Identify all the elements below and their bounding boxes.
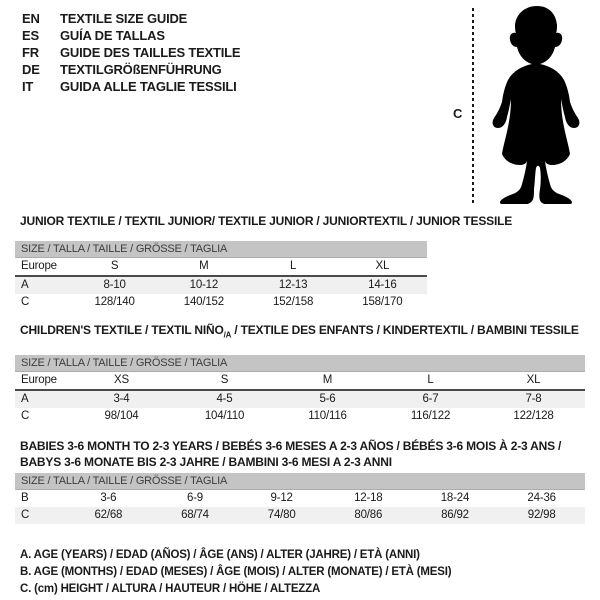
table-row-height [15, 294, 427, 311]
title-text: / TEXTILE DES ENFANTS / KINDERTEXTIL / BAMBINI TESSILE [231, 323, 579, 337]
table-row-age [15, 276, 427, 294]
row-label: A [15, 390, 70, 408]
legend [20, 547, 585, 598]
value-cell: 3-6 [100, 492, 117, 505]
value-cell: 62/68 [65, 507, 152, 524]
junior-size-table [15, 241, 427, 311]
row-label: C [21, 296, 30, 308]
size-tables-section [15, 214, 585, 598]
table-row-height [15, 507, 585, 524]
value-cell: 152/158 [273, 296, 314, 308]
babies-title-line2: BABYS 3-6 MONATE BIS 2-3 JAHRE / BAMBINI 3-6 MESI A 2-3 ANNI [20, 455, 392, 470]
size-cell: S [173, 372, 276, 391]
lang-label: TEXTILGRÖßENFÜHRUNG [60, 62, 222, 77]
value-cell: 8-10 [70, 276, 159, 294]
lang-code: EN [22, 11, 40, 26]
height-measure-dashed-line [472, 8, 474, 206]
legend-line-b: B. AGE (MONTHS) / EDAD (MESES) / ÂGE (MOIS) / ALTER (MONATE) / ETÀ (MESI) [20, 566, 452, 579]
size-header-row [15, 241, 427, 258]
table-row-age [15, 390, 585, 408]
value-cell: 6-7 [379, 390, 482, 408]
value-cell: 122/128 [513, 410, 554, 423]
value-cell: 92/98 [498, 507, 585, 524]
row-label: A [15, 276, 70, 294]
value-cell: 18-24 [440, 492, 470, 505]
value-cell: 104/110 [204, 410, 245, 423]
lang-line-de [22, 61, 240, 78]
region-row [15, 258, 427, 277]
value-cell: 74/80 [238, 507, 325, 524]
size-cell: XL [338, 258, 427, 277]
size-cell: M [159, 258, 248, 277]
value-cell: 128/140 [94, 296, 135, 308]
baby-silhouette-icon [479, 4, 595, 204]
babies-size-table [15, 473, 585, 524]
row-label: Europe [15, 258, 70, 277]
lang-label: GUÍA DE TALLAS [60, 28, 165, 43]
row-label: C [21, 410, 30, 423]
height-measure-label: C [453, 106, 463, 121]
lang-label: TEXTILE SIZE GUIDE [60, 11, 188, 26]
value-cell: 68/74 [152, 507, 239, 524]
value-cell: 98/104 [104, 410, 139, 423]
lang-line-en [22, 10, 240, 27]
children-size-table [15, 355, 585, 425]
value-cell: 10-12 [159, 276, 248, 294]
value-cell: 116/122 [410, 410, 451, 423]
value-cell: 86/92 [412, 507, 499, 524]
value-cell: 12-18 [354, 492, 383, 505]
table-row-height [15, 408, 585, 425]
size-header-row [15, 473, 585, 490]
size-header-label: SIZE / TALLA / TAILLE / GRÖSSE / TAGLIA [15, 241, 427, 258]
babies-title-line1: BABIES 3-6 MONTH TO 2-3 YEARS / BEBÉS 3-6 MESES A 2-3 AÑOS / BÉBÉS 3-6 MOIS À 2-3 ANS / [20, 439, 562, 454]
legend-line-c: C. (cm) HEIGHT / ALTURA / HAUTEUR / HÖHE / ALTEZZA [20, 583, 321, 596]
lang-line-es [22, 27, 240, 44]
lang-code: ES [22, 28, 39, 43]
size-cell: XL [482, 372, 585, 391]
lang-label: GUIDA ALLE TAGLIE TESSILI [60, 79, 237, 94]
babies-table-title [20, 438, 585, 470]
title-text: CHILDREN'S TEXTILE / TEXTIL NIÑO [20, 323, 224, 337]
value-cell: 4-5 [173, 390, 276, 408]
value-cell: 9-12 [270, 492, 293, 505]
value-cell: 140/152 [183, 296, 224, 308]
lang-code: IT [22, 79, 34, 94]
value-cell: 3-4 [70, 390, 173, 408]
value-cell: 14-16 [338, 276, 427, 294]
lang-code: DE [22, 62, 40, 77]
value-cell: 6-9 [186, 492, 203, 505]
size-cell: L [379, 372, 482, 391]
region-row [15, 372, 585, 391]
lang-code: FR [22, 45, 39, 60]
lang-line-it [22, 78, 240, 95]
row-label: B [21, 492, 29, 505]
lang-label: GUIDE DES TAILLES TEXTILE [60, 45, 241, 60]
size-cell: M [276, 372, 379, 391]
row-label: Europe [15, 372, 70, 391]
value-cell: 5-6 [276, 390, 379, 408]
legend-line-a: A. AGE (YEARS) / EDAD (AÑOS) / ÂGE (ANS) / ALTER (JAHRE) / ETÀ (ANNI) [20, 549, 420, 562]
lang-line-fr [22, 44, 240, 61]
title-subscript: /A [223, 330, 232, 340]
size-header-row [15, 355, 585, 372]
value-cell: 12-13 [249, 276, 338, 294]
junior-table-title: JUNIOR TEXTILE / TEXTIL JUNIOR/ TEXTILE JUNIOR / JUNIORTEXTIL / JUNIOR TESSILE [20, 214, 513, 228]
value-cell: 24-36 [527, 492, 556, 505]
size-cell: XS [70, 372, 173, 391]
row-label: C [15, 507, 65, 524]
value-cell: 158/170 [362, 296, 403, 308]
size-header-label: SIZE / TALLA / TAILLE / GRÖSSE / TAGLIA [15, 473, 585, 490]
table-row-age-months [15, 490, 585, 508]
size-header-label: SIZE / TALLA / TAILLE / GRÖSSE / TAGLIA [15, 355, 585, 372]
size-cell: L [249, 258, 338, 277]
value-cell: 7-8 [482, 390, 585, 408]
size-cell: S [70, 258, 159, 277]
value-cell: 80/86 [325, 507, 412, 524]
language-title-list [22, 10, 240, 95]
value-cell: 110/116 [308, 410, 347, 423]
children-table-title [20, 323, 585, 342]
